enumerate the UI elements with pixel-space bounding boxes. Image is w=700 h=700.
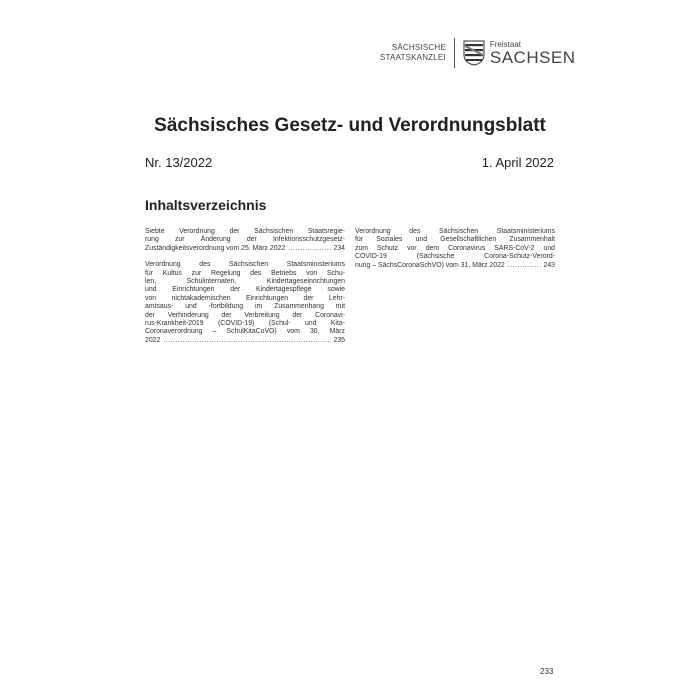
toc-entry-last-line: [145, 245, 345, 253]
leader-dots: [508, 262, 541, 270]
toc-column-left: [145, 228, 345, 353]
freistaat-label: Freistaat: [489, 39, 521, 49]
toc-entry-line: von nichtakademischen Einrichtungen der Lehr-: [145, 294, 345, 302]
sachsen-label: SACHSEN: [489, 47, 576, 67]
toc-entry-line: COVID-19 (Sächsische Corona-Schutz-Verord-: [355, 253, 555, 261]
toc-entry-line: Verordnung des Sächsischen Staatsministeriums: [145, 261, 345, 269]
freistaat-sachsen-wordmark: [490, 41, 576, 66]
toc-page-ref: 235: [333, 336, 345, 344]
kanzlei-line2: STAATSKANZLEI: [380, 53, 446, 62]
issue-number: Nr. 13/2022: [145, 155, 213, 170]
staatskanzlei-label: [380, 43, 446, 63]
toc-entry-line: und Einrichtungen der Kindertagespflege sowie: [145, 286, 345, 294]
toc-entry-line: nung – SächsCoronaSchVO) vom 31. März 2022: [355, 261, 505, 269]
page-number: 233: [540, 667, 554, 676]
toc-entry-line: amtsaus- und -fortbildung im Zusammenhang mit: [145, 303, 345, 311]
divider: [454, 38, 455, 68]
document-title: Sächsisches Gesetz- und Verordnungsblatt: [154, 115, 546, 136]
toc-entry-line: Coronaverordnung – SchulKitaCoVO) vom 30. März: [145, 328, 345, 336]
toc-entry-line: 2022: [145, 336, 161, 344]
toc-page-ref: 243: [543, 261, 555, 269]
coat-of-arms-icon: [463, 40, 485, 66]
issue-date: 1. April 2022: [481, 155, 554, 170]
toc-entry-line: len, Schulinternaten, Kindertageseinrichtungen: [145, 278, 345, 286]
toc-entry-last-line: [355, 262, 555, 270]
leader-dots: [163, 337, 330, 345]
toc-entry-line: zum Schutz vor dem Coronavirus SARS-CoV-2 und: [355, 244, 555, 252]
toc-entry-line: für Soziales und Gesellschaftlichen Zusammenhalt: [355, 236, 555, 244]
toc-entry-last-line: [145, 337, 345, 345]
toc-entry: [145, 261, 345, 345]
toc-entry-line: Verordnung des Sächsischen Staatsministeriums: [355, 228, 555, 235]
toc-entry: [145, 228, 345, 253]
toc-entry-line: Zuständigkeitsverordnung vom 25. März 2022: [145, 244, 286, 252]
toc-entry-line: rus-Krankheit-2019 (COVID-19) (Schul- und Kita-: [145, 320, 345, 328]
toc-entry-line: Siebte Verordnung der Sächsischen Staatsregie-: [145, 228, 345, 235]
toc-heading: Inhaltsverzeichnis: [145, 197, 267, 213]
leader-dots: [288, 245, 330, 253]
toc-entry-line: für Kultus zur Regelung des Betriebs von Schu-: [145, 269, 345, 277]
toc-entry-line: der Verhinderung der Verbreitung der Coronavi-: [145, 311, 345, 319]
toc-column-right: [355, 228, 555, 278]
header-logo: [380, 38, 576, 68]
toc-entry: [355, 228, 555, 270]
toc-entry-line: rung zur Änderung der Infektionsschutzgesetz-: [145, 236, 345, 244]
kanzlei-line1: SÄCHSISCHE: [391, 43, 446, 52]
toc-page-ref: 234: [333, 244, 345, 252]
